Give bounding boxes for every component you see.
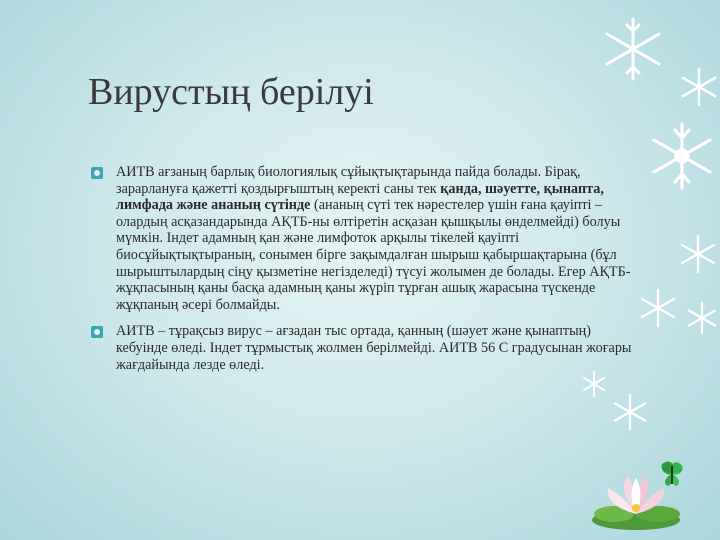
bullet-text — [116, 164, 630, 313]
snowflake-icon — [684, 300, 720, 336]
slide-body — [90, 164, 638, 383]
bullet-text-post: (ананың сүті тек нәрестелер үшін ғана қауіпті – олардың асқазандарында АҚТБ-ны өлтіретін асқазан қышқылы өнделмейді) болуы мүмкін. Індет адамның қан және лимфоток арқылы тікелей қауіпті биосұйықтықтыраның, сонымен бірге зақымдалған шырыш қабыршақтарына (бұл шырыштылардың сіңу қызметіне негізделеді) түсуі жолымен де болады. Егер АҚТБ-жұқпасының қаны басқа адамның қаны жүріп тұрған ашық жарасына түскенде жұқпаның әсері болмайды. — [116, 197, 631, 313]
bullet-text — [116, 323, 631, 372]
snowflake-icon — [678, 66, 720, 108]
bullet-item — [90, 323, 638, 373]
bullet-item — [90, 164, 638, 313]
bullet-text-pre: АИТВ ағзаның барлық биологиялық сұйықтықтарында пайда болады. Бірақ, зарарлануға қажетті қоздырғыштың керекті саны тек — [116, 164, 581, 197]
snowflake-icon — [676, 232, 720, 276]
lotus-butterfly-icon — [584, 448, 704, 534]
snowflake-icon — [598, 14, 668, 84]
snowflake-icon — [610, 392, 650, 432]
bullet-icon — [90, 325, 104, 339]
snowflake-icon — [644, 118, 720, 194]
bullet-icon — [90, 166, 104, 180]
bullet-text-pre: АИТВ – тұрақсыз вирус – ағзадан тыс ортада, қанның (шәует және қынаптың) кебуінде өледі. Індет тұрмыстық жолмен берілмейді. АИТВ 56 С градусынан жоғары жағдайында лезде өледі. — [116, 323, 632, 373]
slide-title: Вирустың берілуі — [88, 71, 374, 113]
bullet-text-bold: қанда, шәуетте, қынапта, лимфада және ананың сүтінде — [116, 180, 604, 214]
snowflake-icon — [636, 286, 680, 330]
